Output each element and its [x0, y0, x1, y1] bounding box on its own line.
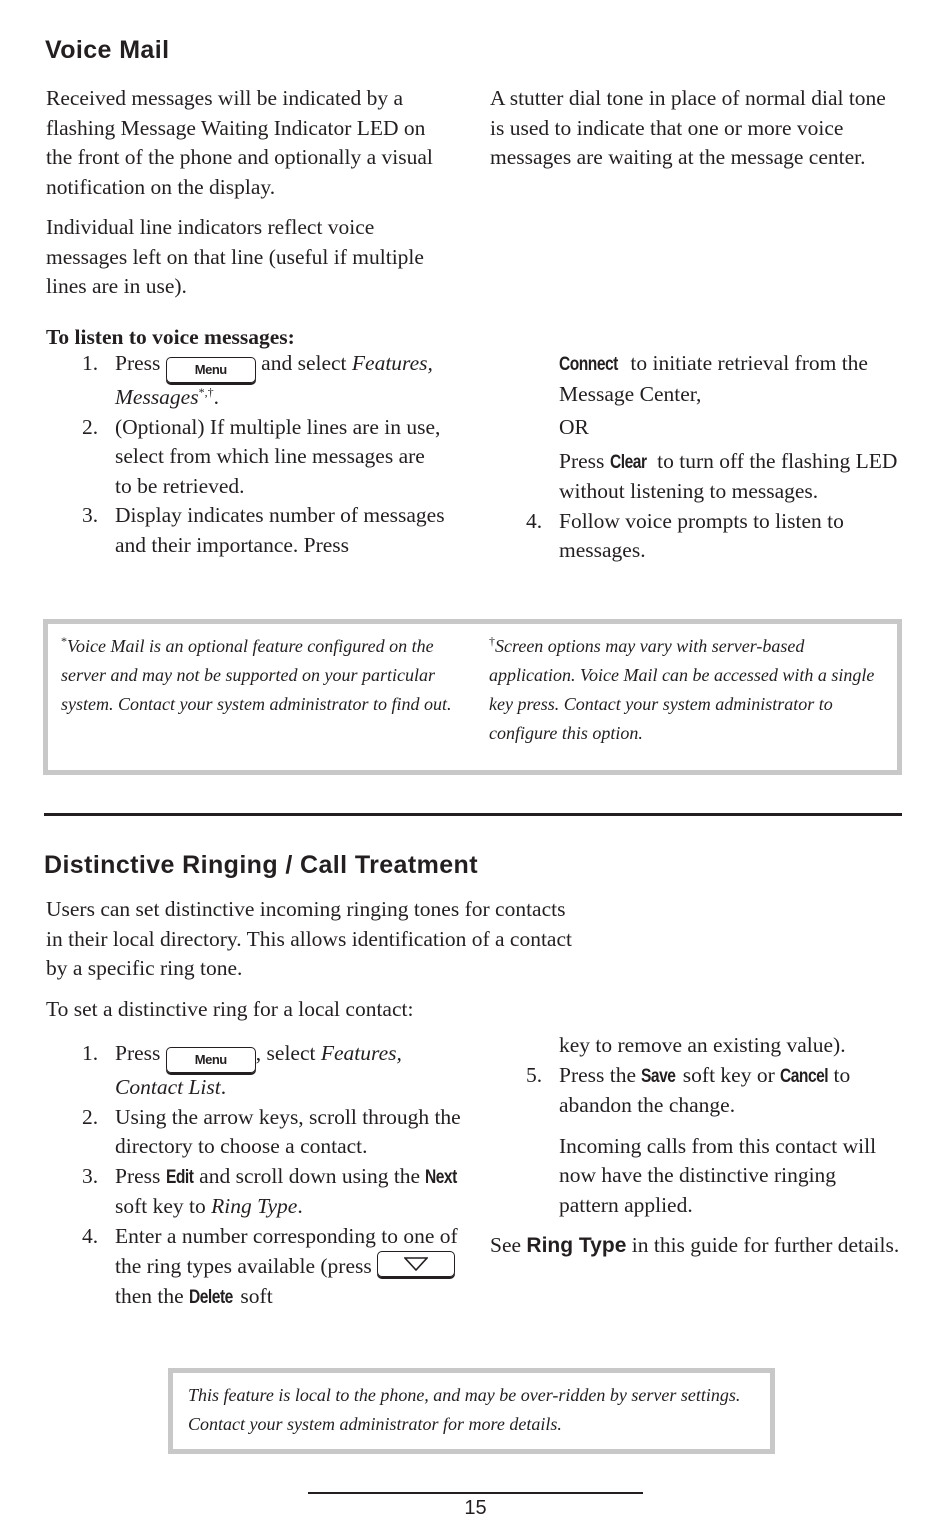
listen-heading: To listen to voice messages: [46, 325, 295, 349]
voice-mail-paragraph-3: A stutter dial tone in place of normal dial tone is used to indicate that one or more voice messages are waiting at the message center. [490, 86, 886, 169]
ringing-note: This feature is local to the phone, and may be over-ridden by server settings. Contact your system administrator for more details. [188, 1385, 741, 1434]
next-key: Next [425, 1166, 458, 1188]
step-text: Press [115, 351, 161, 375]
step-text: to initiate retrieval from the Message Center, [559, 351, 868, 406]
listen-steps-right [490, 349, 910, 566]
step-text: soft key or [682, 1062, 775, 1087]
step-text: Press [115, 1041, 161, 1065]
ringing-steps-left [46, 1039, 466, 1312]
page-number: 15 [464, 1497, 487, 1519]
step-italic: Ring Type [211, 1194, 298, 1218]
step-number: 3. [82, 503, 99, 527]
menu-key-icon: Menu [166, 357, 256, 383]
listen-step-1: 1. Press Menu and select Features, Messages*,†. [82, 351, 433, 409]
ringing-result: Incoming calls from this contact will now have the distinctive ringing pattern applied. [559, 1133, 877, 1217]
voice-mail-right-column [490, 84, 900, 173]
connect-instruction [490, 349, 910, 409]
step-text: to turn off the flashing LED without listening to messages. [559, 448, 898, 503]
footnote-mark: † [489, 634, 495, 648]
step-text: Press [559, 448, 605, 473]
step-text: and scroll down using the [199, 1163, 421, 1188]
step-number: 1. [82, 1041, 99, 1065]
step-text: then the [115, 1283, 184, 1308]
footnote-left [61, 632, 459, 719]
step-text: . [297, 1194, 303, 1218]
step-italic: Features, Contact List [115, 1041, 402, 1099]
ringing-step-4 [46, 1222, 466, 1313]
step-number: 2. [82, 414, 99, 439]
ringing-step-3 [46, 1162, 466, 1222]
footnote-marks: *,† [198, 384, 214, 399]
step-text: Press [115, 1163, 161, 1188]
ringing-intro-block [46, 895, 576, 1024]
listen-step-2 [46, 413, 446, 502]
clear-instruction [490, 447, 910, 507]
step-text: (Optional) If multiple lines are in use, select from which line messages are to be retrieved. [115, 414, 441, 498]
ringing-note-box [168, 1368, 775, 1454]
step-text: Press the [559, 1062, 637, 1087]
listen-steps-left [46, 349, 446, 560]
step-text: Follow voice prompts to listen to messages. [559, 508, 844, 562]
step-number: 2. [82, 1104, 99, 1129]
footnote-right [489, 632, 879, 748]
listen-step-4 [490, 507, 910, 566]
ring-type-reference: Ring Type [526, 1234, 627, 1257]
section-divider [44, 813, 902, 816]
step-text: . [220, 1075, 227, 1099]
connect-key: Connect [559, 354, 618, 375]
ringing-step-5-list [490, 1061, 910, 1121]
clear-key: Clear [609, 451, 647, 473]
down-arrow-key-icon [377, 1251, 455, 1277]
save-key: Save [641, 1065, 676, 1087]
step-number: 3. [82, 1163, 99, 1188]
or-text: OR [559, 415, 589, 439]
step-text: Using the arrow keys, scroll through the directory to choose a contact. [115, 1104, 461, 1158]
step-text: , select [255, 1041, 316, 1065]
footnote-text: Screen options may vary with server-based application. Voice Mail can be accessed with a single key press. Contact your system administrator to configure this option. [489, 636, 875, 743]
voice-mail-paragraph-2: Individual line indicators reflect voice messages left on that line (useful if multiple lines are in use). [46, 215, 424, 298]
voice-mail-paragraph-1: Received messages will be indicated by a flashing Message Waiting Indicator LED on the front of the phone and optionally a visual notification on the display. [46, 86, 433, 199]
footer-rule [308, 1492, 643, 1494]
step-text: in this guide for further details. [631, 1233, 900, 1257]
ringing-step-1 [46, 1039, 466, 1103]
footnote-text: Voice Mail is an optional feature configured on the server and may not be supported on your particular system. Contact your system administrator to find out. [61, 636, 452, 714]
ringing-step-2 [46, 1103, 466, 1162]
menu-key-icon: Menu [166, 1047, 256, 1073]
voice-mail-heading: Voice Mail [45, 36, 170, 64]
cancel-key: Cancel [780, 1065, 829, 1087]
listen-step-3 [46, 501, 446, 560]
step-4-continued: key to remove an existing value). [559, 1033, 846, 1057]
step-text: Display indicates number of messages and their importance. Press [115, 503, 445, 557]
ringing-set-intro: To set a distinctive ring for a local contact: [46, 996, 414, 1021]
voice-mail-footnote-box [43, 619, 902, 775]
ringing-intro: Users can set distinctive incoming ringing tones for contacts in their local directory. This allows identification of a contact by a specific ring tone. [46, 897, 572, 980]
step-text: See [490, 1233, 522, 1257]
step-number: 4. [526, 508, 543, 533]
footnote-mark: * [61, 634, 67, 648]
delete-key: Delete [189, 1286, 233, 1308]
ringing-see-also [490, 1231, 900, 1261]
edit-key: Edit [165, 1166, 194, 1188]
distinctive-ringing-heading: Distinctive Ringing / Call Treatment [44, 851, 478, 879]
step-text: Enter a number corresponding to one of the ring types available (press [115, 1223, 458, 1278]
voice-mail-left-column [46, 84, 446, 302]
step-text: soft [240, 1283, 273, 1308]
listen-step-4-list [490, 507, 910, 566]
step-number: 4. [82, 1223, 99, 1248]
step-text: and select [261, 351, 347, 375]
step-text: soft key to [115, 1194, 206, 1218]
step-italic: Features, Messages [115, 351, 433, 409]
ringing-step-5 [490, 1061, 910, 1121]
step-number: 5. [526, 1062, 543, 1087]
ringing-steps-right [490, 1031, 910, 1261]
step-number: 1. [82, 351, 99, 375]
step-text: to abandon the change. [559, 1062, 851, 1117]
